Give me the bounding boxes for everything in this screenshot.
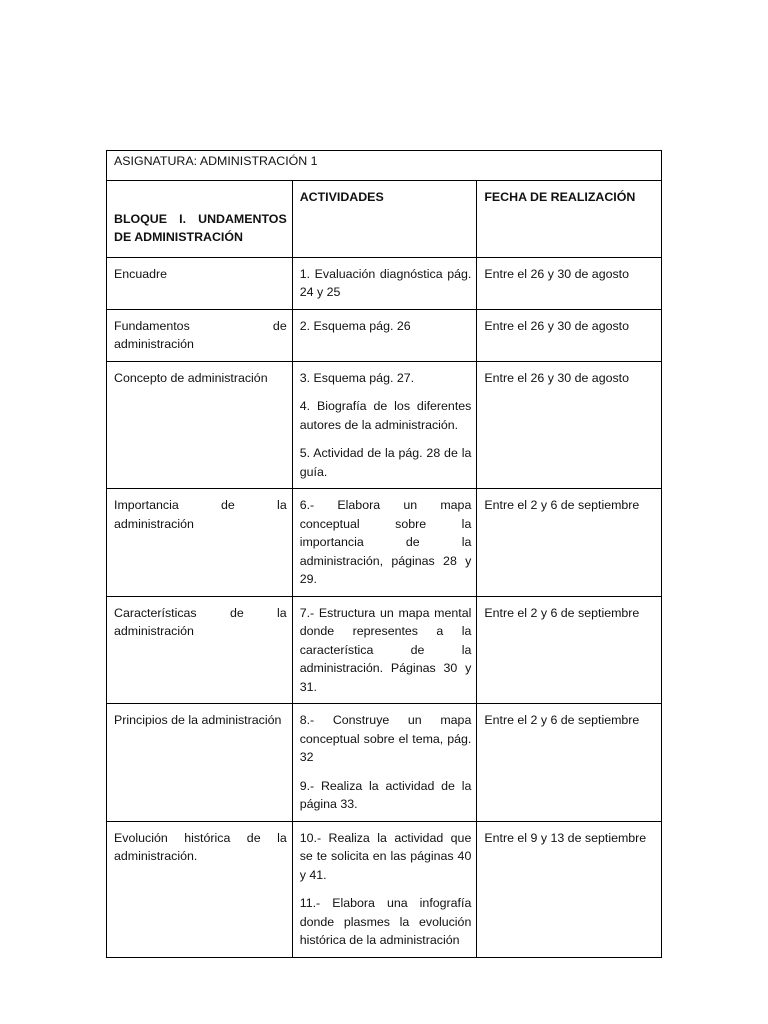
activities-cell <box>292 489 477 597</box>
date-text: Entre el 26 y 30 de agosto <box>484 318 630 333</box>
subject-title: ASIGNATURA: ADMINISTRACIÓN 1 <box>114 154 318 168</box>
topic-cell <box>107 489 293 597</box>
activity-text: 5. Actividad de la pág. 28 de la guía. <box>299 446 472 479</box>
activities-header: ACTIVIDADES <box>299 189 384 204</box>
date-cell <box>477 257 662 309</box>
date-text: Entre el 26 y 30 de agosto <box>484 370 630 385</box>
date-header-cell <box>477 180 662 257</box>
activities-cell <box>292 704 477 822</box>
topic-cell <box>107 596 293 704</box>
date-cell <box>477 361 662 489</box>
activities-cell <box>292 361 477 489</box>
topic-text: Importancia de la administración <box>114 498 287 531</box>
activity-text: 6.- Elabora un mapa conceptual sobre la importancia de la administración, páginas 28 y 29. <box>299 498 472 586</box>
table-row <box>107 821 662 957</box>
table-row <box>107 257 662 309</box>
activity-text: 4. Biografía de los diferentes autores de la administración. <box>299 399 472 432</box>
date-header: FECHA DE REALIZACIÓN <box>484 189 636 204</box>
header-row <box>107 180 662 257</box>
date-cell <box>477 596 662 704</box>
activity-text: 8.- Construye un mapa conceptual sobre el tema, pág. 32 <box>299 713 472 764</box>
date-text: Entre el 9 y 13 de septiembre <box>484 830 647 845</box>
date-cell <box>477 821 662 957</box>
activities-table <box>106 150 662 958</box>
activities-header-cell <box>292 180 477 257</box>
topic-cell <box>107 309 293 361</box>
date-cell <box>477 309 662 361</box>
topic-text: Encuadre <box>114 266 168 281</box>
table-row <box>107 489 662 597</box>
date-text: Entre el 2 y 6 de septiembre <box>484 605 640 620</box>
date-cell <box>477 704 662 822</box>
activities-cell <box>292 257 477 309</box>
subject-cell <box>107 151 662 181</box>
activities-cell <box>292 596 477 704</box>
table-row <box>107 309 662 361</box>
date-text: Entre el 26 y 30 de agosto <box>484 266 630 281</box>
table-row <box>107 596 662 704</box>
activities-cell <box>292 309 477 361</box>
topic-text: Concepto de administración <box>114 370 268 385</box>
activity-text: 3. Esquema pág. 27. <box>299 370 415 385</box>
activity-text: 10.- Realiza la actividad que se te solicita en las páginas 40 y 41. <box>299 830 472 882</box>
topic-text: Características de la administración <box>114 605 287 638</box>
topic-cell <box>107 704 293 822</box>
topic-cell <box>107 257 293 309</box>
date-text: Entre el 2 y 6 de septiembre <box>484 498 640 512</box>
date-text: Entre el 2 y 6 de septiembre <box>484 713 640 727</box>
topic-cell <box>107 821 293 957</box>
activity-text: 2. Esquema pág. 26 <box>299 318 411 333</box>
activity-text: 11.- Elabora una infografía donde plasmes la evolución histórica de la administración <box>299 896 472 947</box>
date-cell <box>477 489 662 597</box>
table-row <box>107 704 662 822</box>
block-title: BLOQUE I. UNDAMENTOS DE ADMINISTRACIÓN <box>114 211 287 244</box>
topic-text: Evolución histórica de la administración. <box>114 830 287 863</box>
topic-cell <box>107 361 293 489</box>
topic-text: Fundamentos de administración <box>114 318 287 351</box>
activity-text: 9.- Realiza la actividad de la página 33. <box>299 778 472 811</box>
subject-row <box>107 151 662 181</box>
topic-text: Principios de la administración <box>114 713 282 727</box>
table-row <box>107 361 662 489</box>
block-title-cell <box>107 180 293 257</box>
activity-text: 1. Evaluación diagnóstica pág. 24 y 25 <box>299 266 472 299</box>
activity-text: 7.- Estructura un mapa mental donde representes a la característica de la administración. Páginas 30 y 31. <box>299 605 472 694</box>
activities-cell <box>292 821 477 957</box>
